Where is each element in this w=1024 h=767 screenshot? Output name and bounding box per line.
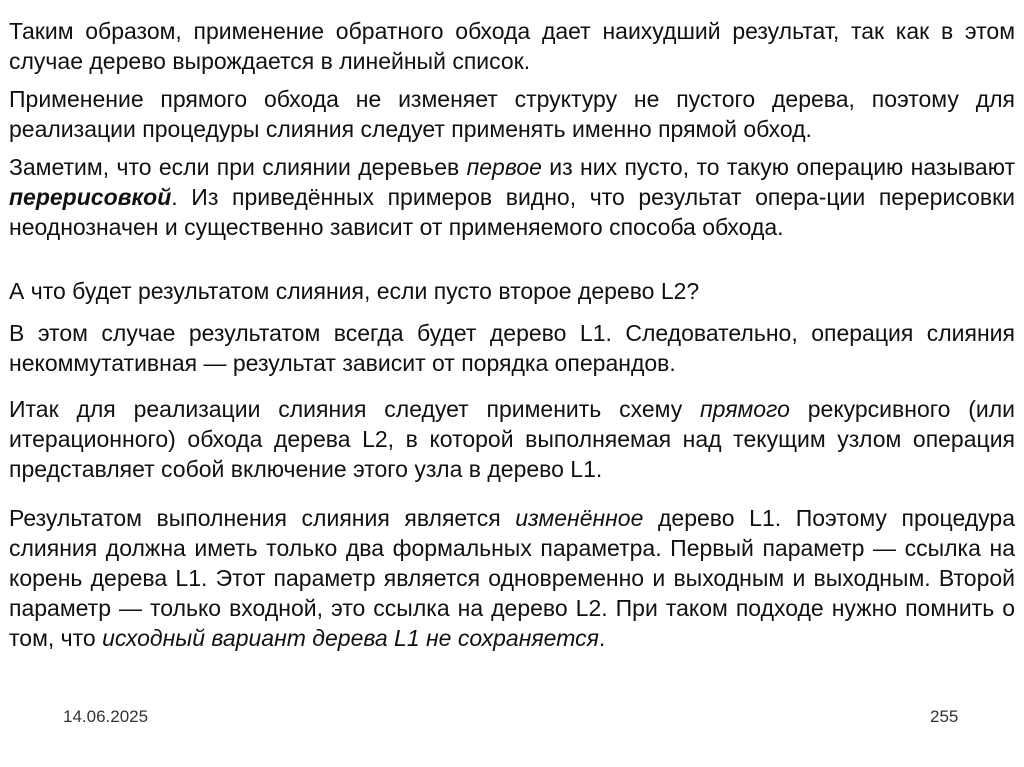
paragraph-7-emphasis-changed: изменённое: [515, 505, 644, 531]
paragraph-4: А что будет результатом слияния, если пусто второе дерево L2?: [9, 278, 700, 304]
paragraph-7: [9, 503, 1015, 653]
paragraph-7-text-a: Результатом выполнения слияния является: [9, 505, 516, 531]
paragraph-3-emphasis-first: первое: [466, 154, 542, 180]
paragraph-6-text-c: рекурсивного (или итерационного) обхода дерева L2, в которой выполняемая над текущим узлом операция представляет собой включение этого узла в дерево L1.: [9, 396, 1016, 482]
paragraph-1: Таким образом, применение обратного обхода дает наихудший результат, так как в этом случае дерево вырождается в линейный список.: [9, 18, 1015, 74]
paragraph-3-text-c: из них пусто, то такую операцию называют: [541, 154, 1015, 180]
paragraph-7-emphasis-not-preserved: исходный вариант дерева L1 не сохраняется: [102, 625, 599, 651]
paragraph-3: [9, 152, 1015, 242]
paragraph-3-text-a: Заметим, что если при слиянии деревьев: [9, 154, 467, 180]
paragraph-2: Применение прямого обхода не изменяет структуру не пустого дерева, поэтому для реализации процедуры слияния следует применять именно прямой обход.: [9, 86, 1015, 142]
paragraph-7-text-e: .: [598, 625, 606, 651]
page-number: 255: [930, 707, 959, 726]
paragraph-6-text-a: Итак для реализации слияния следует применить схему: [9, 396, 701, 422]
paragraph-6: [9, 394, 1015, 484]
paragraph-5: В этом случае результатом всегда будет дерево L1. Следовательно, операция слияния некоммутативная — результат зависит от порядка операндов.: [9, 320, 1015, 376]
paragraph-3-text-e: . Из приведённых примеров видно, что результат опера-ции перерисовки неоднозначен и существенно зависит от применяемого способа обхода.: [9, 184, 1015, 240]
paragraph-6-emphasis-direct: прямого: [700, 396, 790, 422]
paragraph-7-text-c: дерево L1. Поэтому процедура слияния должна иметь только два формальных параметра. Первый параметр — ссылка на корень дерева L1. Этот параметр является одновременно и выходным и выходным. Второй параметр — только входной, это ссылка на дерево L2. При таком подходе нужно помнить о том, что: [9, 505, 1015, 651]
paragraph-3-term-redraw: перерисовкой: [9, 184, 172, 210]
footer-date: 14.06.2025: [63, 707, 149, 726]
